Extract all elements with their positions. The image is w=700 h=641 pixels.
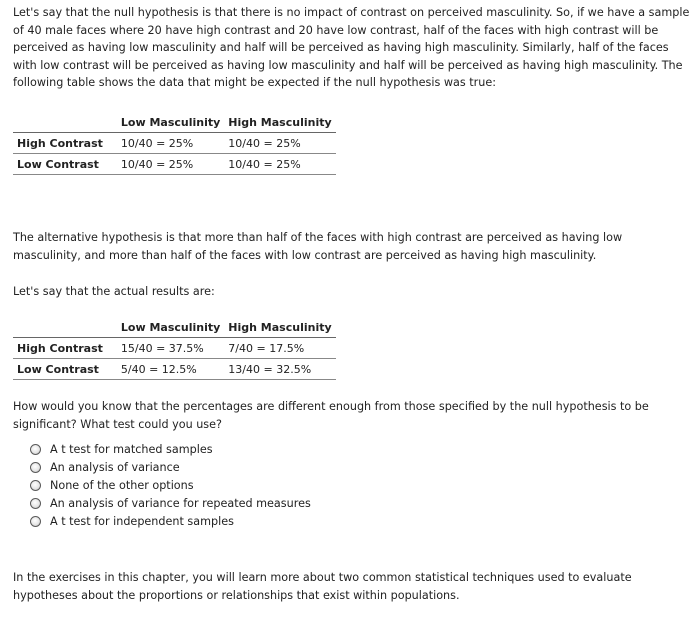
null-table-cell: 10/40 = 25% [117,154,224,175]
answer-option[interactable] [30,477,311,495]
actual-table-header-low: Low Masculinity [120,320,221,334]
answer-option[interactable] [30,441,311,459]
null-table-header-high: High Masculinity [228,115,332,129]
answer-options [30,441,311,530]
actual-table-cell: 5/40 = 12.5% [117,359,224,380]
null-table-cell: 10/40 = 25% [224,133,335,154]
actual-table-corner [13,317,117,338]
actual-results-table [13,317,336,380]
actual-table-row-label: High Contrast [13,338,117,359]
actual-table-cell: 7/40 = 17.5% [224,338,335,359]
answer-option-label[interactable]: An analysis of variance for repeated measures [50,496,311,510]
radio-button[interactable] [30,498,41,509]
radio-button[interactable] [30,516,41,527]
question-text: How would you know that the percentages are different enough from those specified by the null hypothesis to be significant? What test could you use? [13,400,649,431]
radio-button[interactable] [30,444,41,455]
intro-paragraph: Let's say that the null hypothesis is that there is no impact of contrast on perceived masculinity. So, if we have a sample of 40 male faces where 20 have high contrast and 20 have low contrast, half of the faces with high contrast will be perceived as having low masculinity and half will be perceived as having high masculinity. Similarly, half of the faces with low contrast will be perceived as having low masculinity and half will be perceived as having high masculinity. The following table shows the data that might be expected if the null hypothesis was true: [13,6,690,89]
answer-option-label[interactable]: A t test for independent samples [50,514,234,528]
radio-button[interactable] [30,462,41,473]
closing-paragraph: In the exercises in this chapter, you will learn more about two common statistical techniques used to evaluate hypotheses about the proportions or relationships that exist within populations. [13,571,632,602]
actual-table-cell: 13/40 = 32.5% [224,359,335,380]
answer-option-label[interactable]: A t test for matched samples [50,443,213,457]
null-table-corner [13,112,117,133]
null-table-header-low: Low Masculinity [120,115,221,129]
answer-option[interactable] [30,459,311,477]
null-table-row-label: High Contrast [13,133,117,154]
alternative-hypothesis-paragraph: The alternative hypothesis is that more than half of the faces with high contrast are perceived as having low masculinity, and more than half of the faces with low contrast are perceived as having high masculinity. [13,231,623,262]
radio-button[interactable] [30,480,41,491]
actual-table-header-high: High Masculinity [228,320,332,334]
null-table-row-label: Low Contrast [13,154,117,175]
null-table-cell: 10/40 = 25% [117,133,224,154]
answer-option-label[interactable]: An analysis of variance [50,461,180,475]
null-hypothesis-table [13,112,336,175]
actual-table-cell: 15/40 = 37.5% [117,338,224,359]
answer-option-label[interactable]: None of the other options [50,478,194,492]
actual-results-intro: Let's say that the actual results are: [13,285,215,298]
answer-option[interactable] [30,494,311,512]
answer-option[interactable] [30,512,311,530]
actual-table-row-label: Low Contrast [13,359,117,380]
null-table-cell: 10/40 = 25% [224,154,335,175]
